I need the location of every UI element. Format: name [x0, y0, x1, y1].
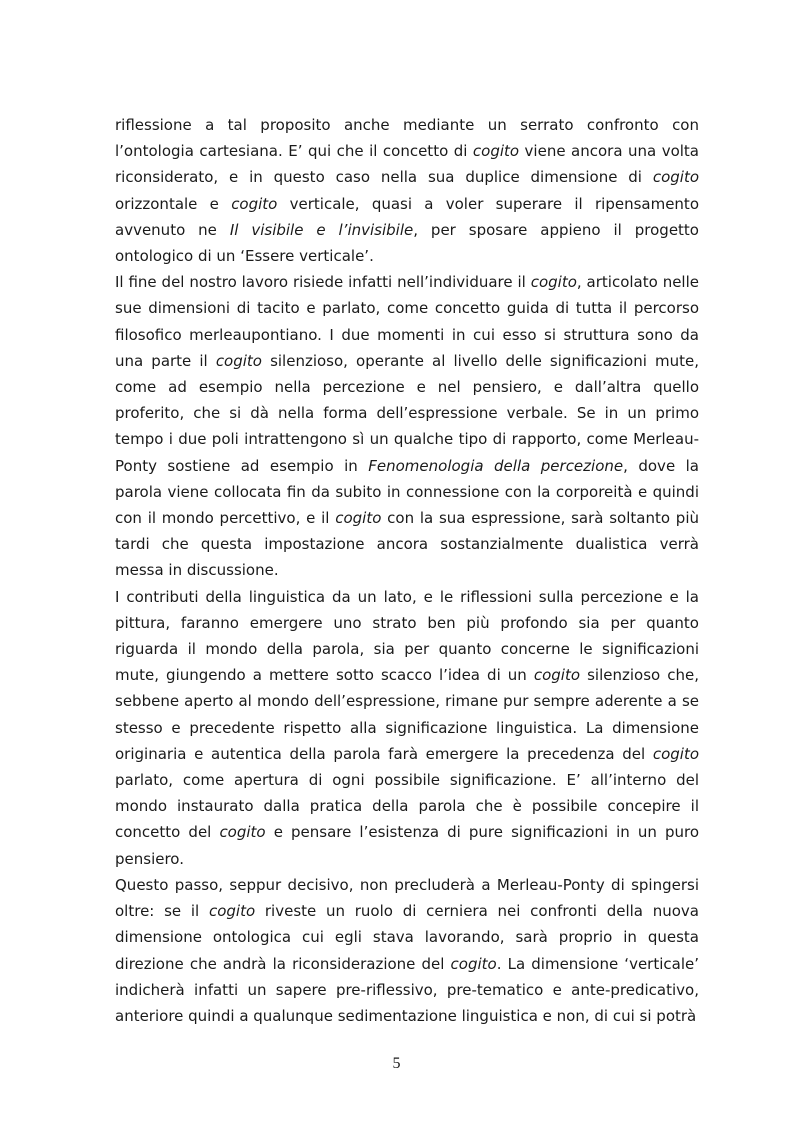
text-run: con la sua espressione, sarà soltanto più tardi che questa impostazione ancora sostanzialmente dualistica verrà messa in discussione. [115, 509, 699, 580]
text-run: I contributi della linguistica da un lato, e le riflessioni sulla percezione e la pittura, faranno emergere uno strato ben più profondo sia per quanto riguarda il mondo della parola, sia per quanto concerne le significazioni mute, giungendo a mettere sotto scacco l’idea di un [115, 587, 699, 685]
text-run: parlato, come apertura di ogni possibile significazione. E’ all’interno del mondo instaurato dalla pratica della parola che è possibile concepire il concetto del [115, 771, 699, 842]
italic-text-run: cogito [335, 509, 382, 528]
italic-text-run: cogito [450, 954, 497, 973]
paragraph [115, 112, 699, 269]
text-run: Questo passo, seppur decisivo, non precluderà a Merleau-Ponty di spingersi oltre: se il [115, 875, 699, 921]
text-run: riflessione a tal proposito anche mediante un serrato confronto con l’ontologia cartesiana. E’ qui che il concetto di [115, 116, 699, 161]
text-run: silenzioso, operante al livello delle significazioni mute, come ad esempio nella percezione e nel pensiero, e dall’altra quello proferito, che si dà nella forma dell’espressione verbale. Se in un primo tempo i due poli intrattengono sì un qualche tipo di rapporto, come Merleau-Ponty sostiene ad esempio in [115, 351, 699, 475]
text-run: viene ancora una volta riconsiderato, e in questo caso nella sua duplice dimensione di [115, 142, 699, 187]
text-run: orizzontale e [115, 194, 232, 213]
paragraph [115, 872, 699, 1029]
italic-text-run: cogito [652, 744, 699, 763]
paragraph [115, 269, 699, 583]
text-run: riveste un ruolo di cerniera nei confronti della nuova dimensione ontologica cui egli stava lavorando, sarà proprio in questa direzione che andrà la riconsiderazione del [115, 902, 699, 973]
italic-text-run: Il visibile e l’invisibile [229, 220, 414, 239]
italic-text-run: cogito [472, 142, 520, 161]
text-run: Il fine del nostro lavoro risiede infatti nell’individuare il [115, 273, 531, 292]
page-number: 5 [392, 1055, 401, 1072]
text-run: verticale, quasi a voler superare il ripensamento avvenuto ne [115, 194, 699, 239]
italic-text-run: cogito [652, 168, 699, 187]
italic-text-run: cogito [533, 666, 581, 685]
italic-text-run: cogito [231, 194, 278, 213]
text-run: , articolato nelle sue dimensioni di tacito e parlato, come concetto guida di tutta il percorso filosofico merleaupontiano. I due momenti in cui esso si struttura sono da una parte il [115, 273, 699, 370]
text-run: , dove la parola viene collocata fin da subito in connessione con la corporeità e quindi con il mondo percettivo, e il [115, 456, 699, 528]
italic-text-run: cogito [219, 823, 266, 842]
italic-text-run: cogito [530, 273, 577, 292]
text-run: silenzioso che, sebbene aperto al mondo dell’espressione, rimane pur sempre aderente a se stesso e precedente rispetto alla significazione linguistica. La dimensione originaria e autentica della parola farà emergere la precedenza del [115, 666, 699, 763]
italic-text-run: cogito [208, 902, 256, 921]
body-text [115, 112, 699, 1029]
italic-text-run: cogito [215, 351, 262, 370]
paragraph [115, 584, 699, 872]
text-run: , per sposare appieno il progetto ontologico di un ‘Essere verticale’. [115, 220, 699, 266]
text-run: e pensare l’esistenza di pure significazioni in un puro pensiero. [115, 823, 699, 868]
italic-text-run: Fenomenologia della percezione [368, 456, 624, 475]
text-run: . La dimensione ‘verticale’ indicherà infatti un sapere pre-riflessivo, pre-tematico e ante-predicativo, anteriore quindi a qualunque sedimentazione linguistica e non, di cui si potrà [115, 954, 699, 1025]
